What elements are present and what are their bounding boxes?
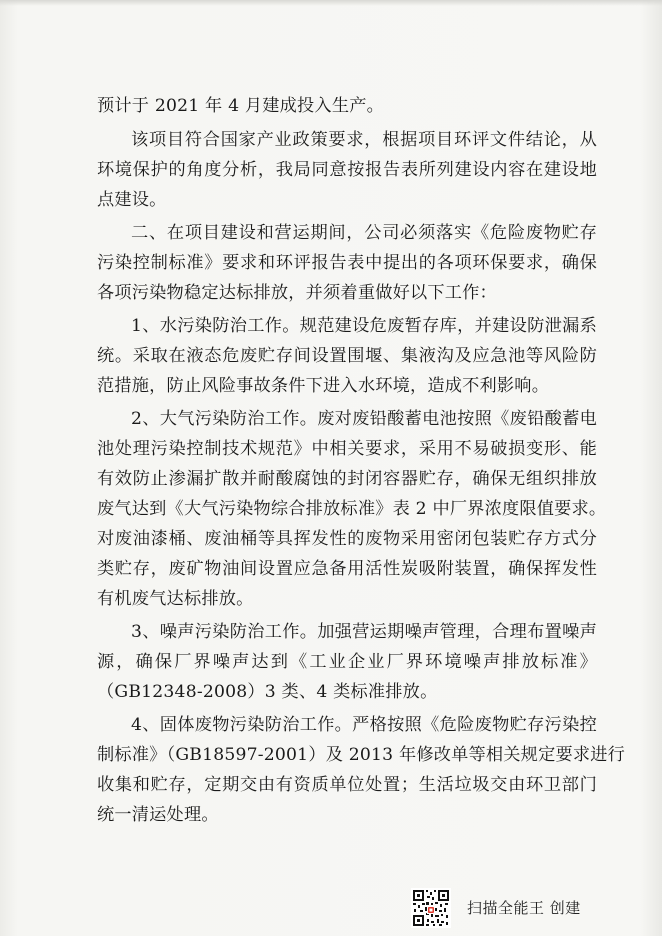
text-line: 3、噪声污染防治工作。加强营运期噪声管理，合理布置噪声	[131, 622, 597, 642]
text-line: 该项目符合国家产业政策要求，根据项目环评文件结论，从	[131, 130, 597, 150]
text-line: 污染控制标准》要求和环评报告表中提出的各项环保要求，确保	[97, 253, 597, 273]
text-line: 二、在项目建设和营运期间，公司必须落实《危险废物贮存	[131, 223, 597, 243]
text-line: 环境保护的角度分析，我局同意按报告表所列建设内容在建设地	[97, 160, 597, 180]
text-line: 范措施，防止风险事故条件下进入水环境，造成不利影响。	[97, 376, 550, 396]
text-line: 对废油漆桶、废油桶等具挥发性的废物采用密闭包装贮存方式分	[97, 529, 597, 549]
page-top-edge	[0, 0, 662, 6]
text-line: （GB12348-2008）3 类、4 类标准排放。	[97, 682, 438, 702]
text-line: 有效防止渗漏扩散并耐酸腐蚀的封闭容器贮存，确保无组织排放	[97, 469, 597, 489]
text-line: 点建设。	[97, 190, 167, 210]
text-line: 收集和贮存，定期交由有资质单位处置；生活垃圾交由环卫部门	[97, 775, 597, 795]
text-line: 制标准》（GB18597-2001）及 2013 年修改单等相关规定要求进行	[97, 745, 626, 765]
text-line: 源，确保厂界噪声达到《工业企业厂界环境噪声排放标准》	[97, 652, 597, 672]
text-line: 各项污染物稳定达标排放，并须着重做好以下工作：	[97, 283, 497, 303]
text-line: 池处理污染控制技术规范》中相关要求，采用不易破损变形、能	[97, 439, 597, 459]
text-line: 统一清运处理。	[97, 805, 219, 825]
text-line: 统。采取在液态危废贮存间设置围堰、集液沟及应急池等风险防	[97, 346, 597, 366]
scanner-watermark	[411, 888, 641, 930]
text-line: 类贮存，废矿物油间设置应急备用活性炭吸附装置，确保挥发性	[97, 559, 597, 579]
text-line: 有机废气达标排放。	[97, 589, 254, 609]
scanner-label: 扫描全能王 创建	[467, 899, 581, 917]
text-line: 1、水污染防治工作。规范建设危废暂存库，并建设防泄漏系	[131, 316, 597, 336]
qr-code-icon	[411, 888, 451, 928]
text-line: 预计于 2021 年 4 月建成投入生产。	[97, 96, 384, 116]
text-line: 废气达到《大气污染物综合排放标准》表 2 中厂界浓度限值要求。	[97, 499, 607, 519]
text-line: 2、大气污染防治工作。废对废铅酸蓄电池按照《废铅酸蓄电	[131, 409, 597, 429]
text-line: 4、固体废物污染防治工作。严格按照《危险废物贮存污染控	[131, 715, 597, 735]
